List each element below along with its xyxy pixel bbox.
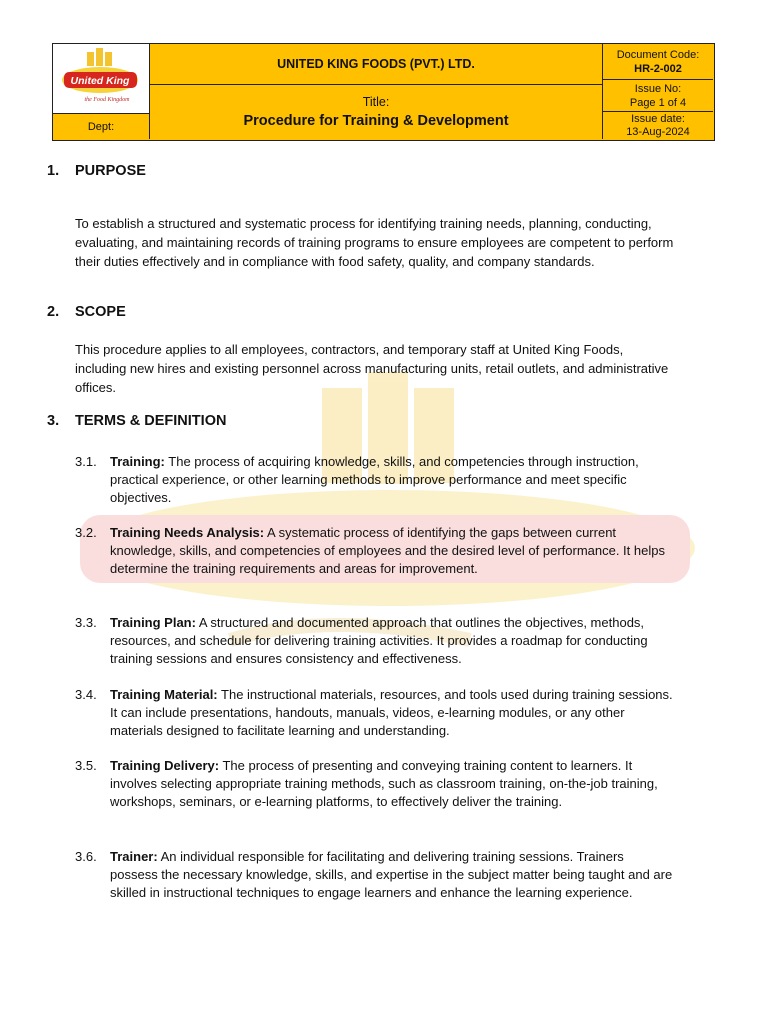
svg-text:the Food Kingdom: the Food Kingdom <box>84 97 130 103</box>
issue-date: 13-Aug-2024 <box>626 125 690 138</box>
definition-item: 3.1. Training: The process of acquiring knowledge, skills, and competencies through instruction, practical experience, or other learning methods to improve performance and meet specific objectives. <box>75 454 639 505</box>
section-heading-scope: 2. SCOPE <box>47 304 126 320</box>
united-king-logo <box>53 44 148 112</box>
issue-date-label: Issue date: <box>631 112 685 125</box>
document-code-cell <box>603 44 713 80</box>
logo-cell <box>53 44 150 114</box>
issue-date-cell <box>603 112 713 139</box>
definition-item: 3.6. Trainer: An individual responsible for facilitating and delivering training sessions. Trainers possess the necessary knowledge, skills, and expertise in the subject matter being taught and are skilled in instructional techniques to engage learners and enhance the learning experience. <box>75 849 673 900</box>
definition-item: 3.5. Training Delivery: The process of presenting and conveying training content to learners. It involves selecting appropriate training methods, such as classroom training, on-the-job training, workshops, seminars, or e-learning platforms, to effectively deliver the training. <box>75 758 658 809</box>
section-heading-purpose: 1. PURPOSE <box>47 163 146 179</box>
purpose-text: To establish a structured and systematic process for identifying training needs, planning, conducting, evaluating, and maintaining records of training programs to ensure employees are competent to perform their duties effectively and in compliance with food safety, quality, and company standards. <box>75 216 674 269</box>
document-code-label: Document Code: <box>616 48 700 61</box>
section-heading-terms: 3. TERMS & DEFINITION <box>47 413 227 429</box>
title-label: Title: <box>362 95 390 109</box>
definition-item: 3.2. Training Needs Analysis: A systematic process of identifying the gaps between current knowledge, skills, and competencies of employees and the desired level of performance. It helps determine the training requirements and areas for improvement. <box>75 525 665 576</box>
svg-text:United King: United King <box>70 75 130 87</box>
issue-label: Issue No: <box>634 82 682 95</box>
definition-item: 3.3. Training Plan: A structured and documented approach that outlines the objectives, methods, resources, and schedule for delivering training activities. It provides a roadmap for conducting training sessions and ensures consistency and effectiveness. <box>75 615 648 666</box>
document-code: HR-2-002 <box>634 62 682 75</box>
scope-text: This procedure applies to all employees, contractors, and temporary staff at United King Foods, including new hires and existing personnel across manufacturing units, retail outlets, and administrative offices. <box>75 342 669 395</box>
issue-value: Page 1 of 4 <box>629 96 687 109</box>
title-cell <box>150 85 603 139</box>
definition-item: 3.4. Training Material: The instructional materials, resources, and tools used during training sessions. It can include presentations, handouts, manuals, videos, e-learning modules, or any other materials designed to facilitate learning and understanding. <box>75 687 673 738</box>
document-header <box>52 43 715 141</box>
dept-label: Dept: <box>53 114 150 139</box>
issue-cell <box>603 80 713 112</box>
document-title: Procedure for Training & Development <box>243 113 509 129</box>
company-name: UNITED KING FOODS (PVT.) LTD. <box>150 44 603 85</box>
